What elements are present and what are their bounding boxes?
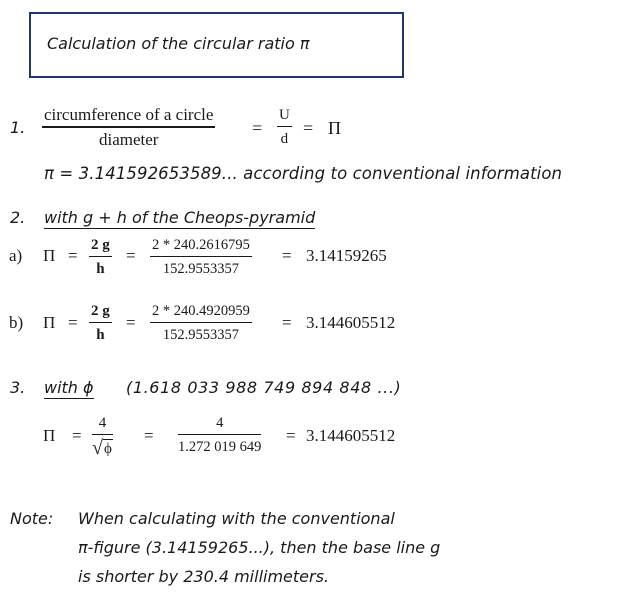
fraction-bar xyxy=(92,434,113,435)
section-3-number: 3. xyxy=(10,378,26,397)
equals-sign: = xyxy=(68,246,78,265)
fraction-numerator: U xyxy=(279,107,290,123)
pi-symbol: Π xyxy=(43,426,56,445)
2g-over-h-fraction xyxy=(89,236,112,278)
2g-over-h-fraction xyxy=(89,302,112,344)
equals-sign: = xyxy=(286,426,296,445)
sqrt-phi xyxy=(92,438,113,458)
fraction-denominator: diameter xyxy=(98,130,159,149)
section-1-number: 1. xyxy=(10,118,26,137)
result-value: 3.14159265 xyxy=(306,246,387,265)
result-value: 3.144605512 xyxy=(306,313,396,332)
equals-sign: = xyxy=(144,426,154,445)
pi-symbol: Π xyxy=(43,246,56,265)
note-line-1: When calculating with the conventional xyxy=(78,509,395,528)
note-line-2: π-figure (3.14159265...), then the base line g xyxy=(78,538,441,557)
row-b-label: b) xyxy=(9,313,24,332)
equals-sign: = xyxy=(303,118,314,138)
equals-sign: = xyxy=(68,313,78,332)
pi-symbol: Π xyxy=(328,118,341,138)
pi-conventional-value: π = 3.141592653589... according to conventional information xyxy=(44,164,563,183)
fraction-numerator: 2 * 240.4920959 xyxy=(152,303,250,319)
section-2-number: 2. xyxy=(10,208,26,227)
note-label: Note: xyxy=(10,509,54,528)
phi-symbol: ϕ xyxy=(103,441,112,457)
phi-value: (1.618 033 988 749 894 848 ...) xyxy=(126,378,402,397)
title-box xyxy=(29,12,404,78)
fraction-bar xyxy=(277,126,292,127)
u-over-d-fraction xyxy=(277,106,292,148)
fraction-bar xyxy=(178,434,261,435)
circumference-over-diameter-fraction xyxy=(42,106,215,149)
section-2-heading: with g + h of the Cheops-pyramid xyxy=(44,208,316,227)
fraction-denominator: h xyxy=(96,261,105,277)
result-value: 3.144605512 xyxy=(306,426,396,445)
numeric-fraction xyxy=(150,302,252,344)
fraction-denominator: h xyxy=(96,327,105,343)
fraction-numerator: 2 g xyxy=(91,303,110,319)
equals-sign: = xyxy=(282,313,292,332)
equals-sign: = xyxy=(126,313,136,332)
fraction-denominator: 152.9553357 xyxy=(162,327,239,343)
fraction-numerator: circumference of a circle xyxy=(44,105,214,124)
equals-sign: = xyxy=(282,246,292,265)
4-over-sqrt-phi-fraction xyxy=(92,414,113,458)
4-over-decimal-fraction xyxy=(178,414,261,456)
fraction-numerator: 4 xyxy=(216,415,224,431)
fraction-bar xyxy=(150,322,252,323)
pi-symbol: Π xyxy=(43,313,56,332)
page-title: Calculation of the circular ratio π xyxy=(47,34,310,53)
fraction-bar xyxy=(150,256,252,257)
section-3-heading: with ϕ xyxy=(44,378,94,397)
fraction-bar xyxy=(89,256,112,257)
equals-sign: = xyxy=(252,118,263,138)
row-a-label: a) xyxy=(9,246,23,265)
numeric-fraction xyxy=(150,236,252,278)
equals-sign: = xyxy=(72,426,82,445)
fraction-bar xyxy=(42,126,215,128)
fraction-denominator: 1.272 019 649 xyxy=(178,439,262,455)
fraction-numerator: 4 xyxy=(98,415,107,431)
fraction-denominator: d xyxy=(280,131,289,147)
note-line-3: is shorter by 230.4 millimeters. xyxy=(78,567,330,586)
equals-sign: = xyxy=(126,246,136,265)
sqrt-icon: √ xyxy=(92,437,103,459)
fraction-bar xyxy=(89,322,112,323)
fraction-denominator: 152.9553357 xyxy=(162,261,239,277)
fraction-numerator: 2 * 240.2616795 xyxy=(152,237,250,253)
fraction-numerator: 2 g xyxy=(91,237,110,253)
